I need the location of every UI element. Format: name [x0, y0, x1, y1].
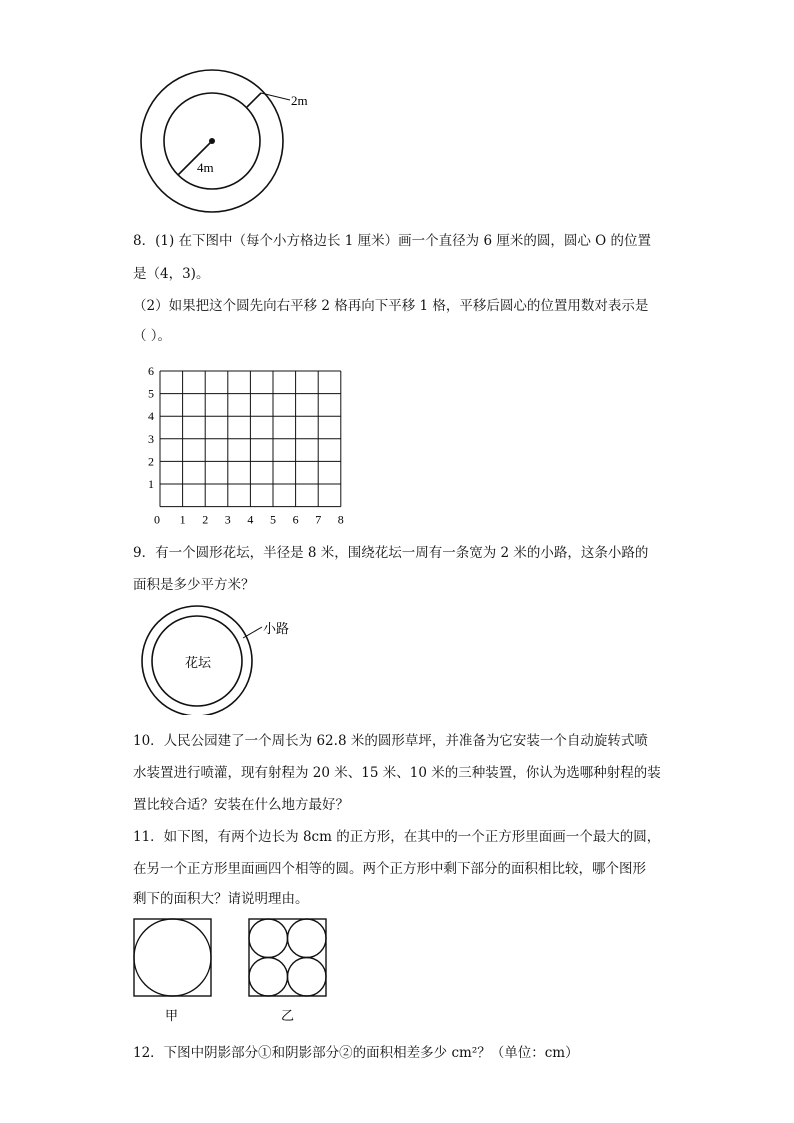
grid-y-label: 3 — [148, 431, 154, 446]
grid-x-label: 4 — [247, 512, 254, 527]
label-b: 乙 — [281, 1009, 295, 1024]
q8-line-2: 是（4，3)。 — [133, 266, 210, 282]
flowerbed-svg — [135, 605, 305, 715]
width-leader — [261, 93, 290, 100]
grid-x-label: 6 — [292, 512, 299, 527]
grid-x-label: 8 — [337, 512, 344, 527]
grid-y-label: 1 — [148, 477, 154, 491]
q11-line-3: 剩下的面积大？请说明理由。 — [133, 891, 309, 907]
squares-figure — [130, 915, 340, 1025]
square-b-circle-1 — [249, 919, 288, 958]
grid-x-label: 3 — [224, 512, 231, 527]
coordinate-grid — [140, 360, 360, 530]
q8-line-1: 8．(1) 在下图中（每个小方格边长 1 厘米）画一个直径为 6 厘米的圆，圆心 O 的位置 — [133, 233, 651, 249]
width-line — [247, 93, 261, 107]
path-leader — [243, 627, 262, 638]
grid-x-label: 0 — [154, 512, 160, 527]
q9-line-1: 9．有一个圆形花坛，半径是 8 米，围绕花坛一周有一条宽为 2 米的小路，这条小路的 — [133, 545, 649, 561]
squares-svg — [130, 915, 340, 1025]
label-a: 甲 — [165, 1009, 179, 1024]
q11-line-1: 11．如下图，有两个边长为 8cm 的正方形，在其中的一个正方形里面画一个最大的圆， — [133, 829, 661, 845]
q9-line-2: 面积是多少平方米？ — [133, 577, 255, 593]
square-b-circle-2 — [288, 919, 327, 958]
coordinate-grid-svg — [140, 360, 360, 530]
q8-line-3: （2）如果把这个圆先向右平移 2 格再向下平移 1 格，平移后圆心的位置用数对表示是 — [133, 298, 649, 314]
q12-line-1: 12．下图中阴影部分①和阴影部分②的面积相差多少 cm²？（单位：cm） — [133, 1045, 579, 1061]
grid-y-label: 6 — [148, 364, 154, 378]
flowerbed-figure — [135, 605, 305, 715]
path-label: 小路 — [263, 622, 290, 637]
grid-x-label: 2 — [202, 512, 209, 527]
radius-label: 4m — [197, 160, 214, 175]
square-b-circle-4 — [288, 958, 327, 997]
q11-line-2: 在另一个正方形里面画四个相等的圆。两个正方形中剩下部分的面积相比较，哪个图形 — [133, 861, 646, 877]
q10-line-1: 10．人民公园建了一个周长为 62.8 米的圆形草坪，并准备为它安装一个自动旋转式喷 — [133, 733, 648, 749]
grid-x-label: 7 — [315, 512, 322, 527]
square-b — [249, 919, 326, 996]
grid-y-label: 5 — [148, 386, 154, 401]
outer-width-label: 2m — [291, 93, 308, 108]
square-b-circle-3 — [249, 958, 288, 997]
ring-figure — [130, 60, 330, 230]
grid-x-label: 5 — [270, 512, 276, 527]
flowerbed-label: 花坛 — [185, 656, 212, 671]
q10-line-2: 水装置进行喷灌，现有射程为 20 米、15 米、10 米的三种装置，你认为选哪种射程的装 — [133, 765, 661, 781]
grid-x-label: 1 — [179, 512, 186, 527]
ring-figure-svg — [130, 60, 330, 230]
grid-y-label: 4 — [148, 409, 154, 424]
q10-line-3: 置比较合适？安装在什么地方最好？ — [133, 797, 349, 813]
q8-line-4: （ ）。 — [133, 328, 172, 344]
square-a-big-circle — [134, 919, 211, 996]
grid-y-label: 2 — [148, 454, 154, 469]
